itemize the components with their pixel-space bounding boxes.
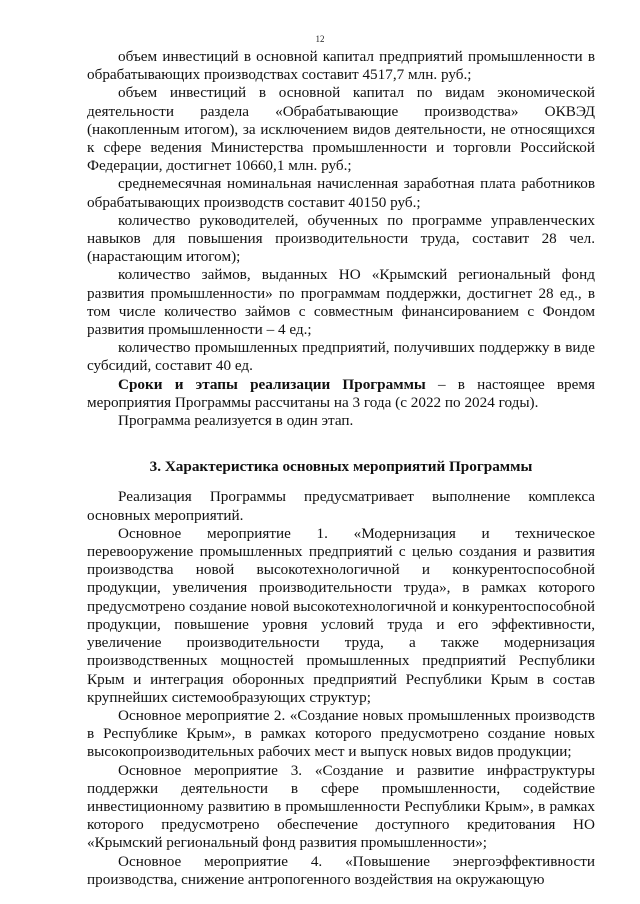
page-number: 12: [315, 34, 325, 44]
paragraph: объем инвестиций в основной капитал предприятий промышленности в обрабатывающих производствах составит 4517,7 млн. руб.;: [87, 48, 595, 84]
terms-paragraph: [87, 376, 595, 412]
paragraph: Основное мероприятие 1. «Модернизация и техническое перевооружение промышленных предприятий с целью создания и развития производства новой высокотехнологичной и конкурентоспособной продукции, увеличения производительности труда», в рамках которого предусмотрено создание новой высокотехнологичной и конкурентоспособной продукции, повышение уровня условий труда и его эффективности, увеличение производительности труда, а также модернизация производственных мощностей промышленных предприятий Республики Крым и интеграция оборонных предприятий Республики Крым в состав крупнейших системообразующих структур;: [87, 524, 595, 706]
paragraph: Основное мероприятие 2. «Создание новых промышленных производств в Республике Крым», в рамках которого предусмотрено создание новых высокопроизводительных рабочих мест и выпуск новых видов продукции;: [87, 706, 595, 761]
single-stage-paragraph: Программа реализуется в один этап.: [118, 412, 354, 430]
spacer: [87, 430, 595, 448]
paragraph: Основное мероприятие 3. «Создание и развитие инфраструктуры поддержки деятельности в сфере промышленности, содействие инвестиционному развитию в промышленности Республики Крым», в рамках которого предусмотрено обеспечение доступного кредитования НО «Крымский региональный фонд развития промышленности»;: [87, 761, 595, 852]
paragraph: объем инвестиций в основной капитал по видам экономической деятельности раздела «Обрабатывающие производства» ОКВЭД (накопленным итогом), за исключением видов деятельности, не относящихся к сфере ведения Министерства промышленности и торговли Российской Федерации, достигнет 10660,1 млн. руб.;: [87, 84, 595, 175]
paragraph: Основное мероприятие 4. «Повышение энергоэффективности производства, снижение антропогенного воздействия на окружающую: [87, 852, 595, 888]
terms-bold-lead: Сроки и этапы реализации Программы: [118, 375, 426, 393]
paragraph: среднемесячная номинальная начисленная заработная плата работников обрабатывающих производств составит 40150 руб.;: [87, 175, 595, 211]
document-body: [87, 48, 595, 889]
terms-text: – в настоящее время мероприятия Программы рассчитаны на 3 года (с 2022 по 2024 годы).: [87, 375, 595, 411]
paragraph: количество руководителей, обученных по программе управленческих навыков для повышения производительности труда, составит 28 чел. (нарастающим итогом);: [87, 211, 595, 266]
section-heading: 3. Характеристика основных мероприятий Программы: [149, 458, 533, 476]
paragraph: Реализация Программы предусматривает выполнение комплекса основных мероприятий.: [87, 488, 595, 524]
paragraph: количество промышленных предприятий, получивших поддержку в виде субсидий, составит 40 ед.: [87, 339, 595, 375]
paragraph: количество займов, выданных НО «Крымский региональный фонд развития промышленности» по программам поддержки, достигнет 28 ед., в том числе количество займов с совместным финансированием с Фондом развития промышленности – 4 ед.;: [87, 266, 595, 339]
